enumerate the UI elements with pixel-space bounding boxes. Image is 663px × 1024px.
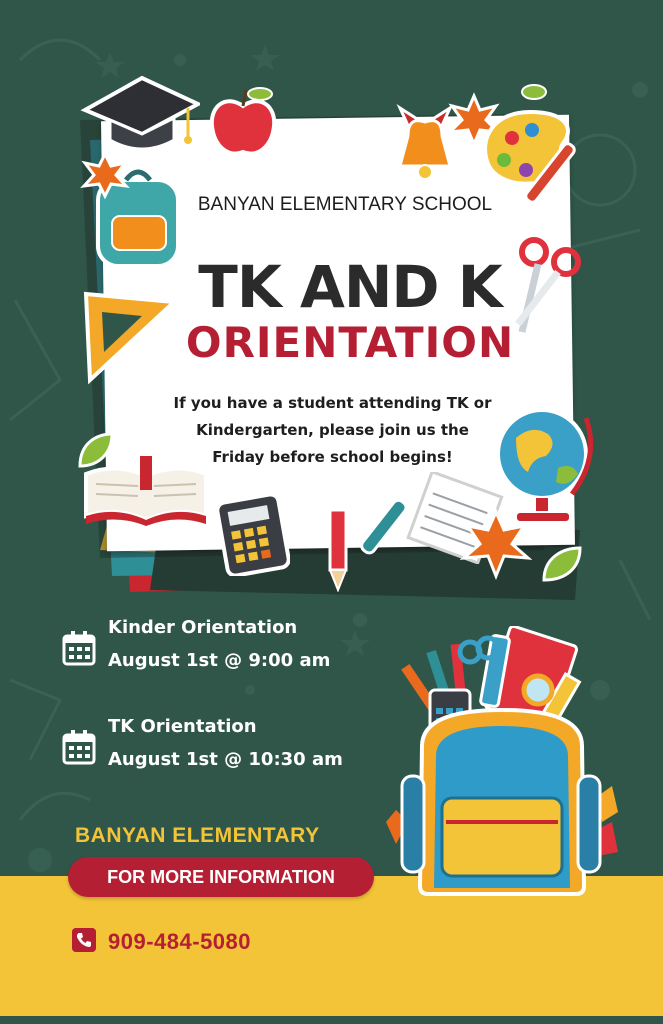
event-date-time: August 1st @ 10:30 am — [108, 749, 343, 770]
graduation-cap-icon — [80, 68, 200, 158]
phone-number[interactable]: 909-484-5080 — [108, 929, 252, 954]
event-name: Kinder Orientation — [108, 617, 298, 638]
footer-school-name: BANYAN ELEMENTARY — [75, 824, 320, 847]
event-date-time: August 1st @ 9:00 am — [108, 650, 331, 671]
calculator-icon — [216, 494, 290, 576]
intro-line-2: Kindergarten, please join us the — [196, 421, 469, 439]
title-line-1: TK AND K — [198, 253, 502, 321]
footer-bottom-strip — [0, 1016, 663, 1024]
backpack-illustration — [366, 626, 636, 896]
autumn-leaf-icon — [80, 150, 130, 200]
more-information-button[interactable]: FOR MORE INFORMATION — [68, 857, 374, 897]
intro-line-3: Friday before school begins! — [212, 448, 453, 466]
calendar-icon — [62, 729, 96, 765]
phone-icon — [72, 928, 96, 952]
title-line-2: ORIENTATION — [185, 318, 515, 367]
school-name: BANYAN ELEMENTARY SCHOOL — [197, 194, 493, 215]
intro-text — [165, 390, 500, 471]
maple-leaf-icon — [460, 508, 532, 580]
intro-line-1: If you have a student attending TK or — [173, 394, 492, 412]
pencil-icon — [322, 506, 354, 592]
leaf-icon — [540, 544, 584, 584]
footer-band — [0, 876, 663, 1024]
event-name: TK Orientation — [108, 716, 257, 737]
calendar-icon — [62, 630, 96, 666]
apple-icon — [206, 84, 280, 160]
